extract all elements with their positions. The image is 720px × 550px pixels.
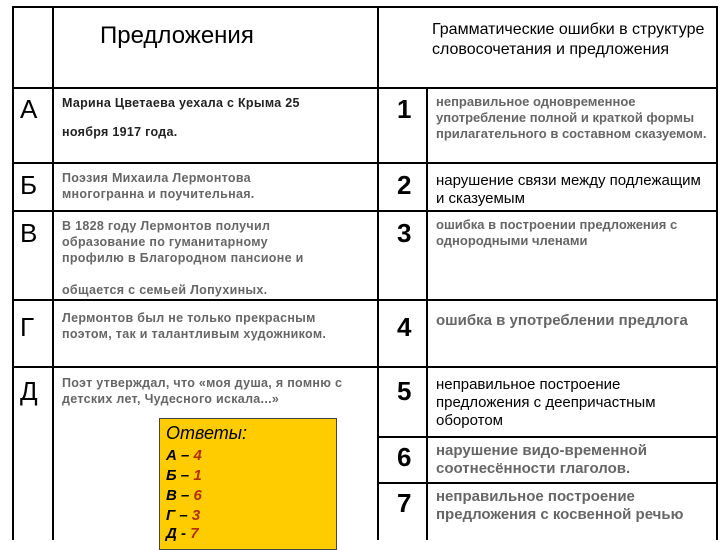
table-border-top — [12, 6, 718, 8]
row-letter: Б — [20, 170, 38, 200]
error-number: 5 — [397, 376, 412, 406]
row-letter: В — [20, 218, 38, 248]
header-sentences: Предложения — [100, 22, 254, 49]
error-text: ошибка в построении предложения с однородными членами — [436, 217, 678, 248]
error-text: нарушение видо-временной соотнесённости глаголов. — [436, 442, 647, 477]
header-errors: Грамматические ошибки в структуре словосочетания и предложения — [432, 21, 705, 58]
sentence-v-cont: общается с семьей Лопухиных. — [62, 283, 268, 297]
error-text: ошибка в употреблении предлога — [436, 312, 688, 329]
sentence-g: Лермонтов был не только прекрасным поэтом, так и талантливым художником. — [62, 311, 327, 341]
row-divider — [12, 210, 718, 212]
error-text: неправильное построение предложения с косвенной речью — [436, 488, 684, 523]
error-number: 2 — [397, 170, 412, 200]
answers-title: Ответы: — [166, 423, 248, 443]
answer-line: Г – 3 — [166, 507, 201, 524]
answer-line: А – 4 — [166, 447, 202, 464]
row-divider — [12, 299, 718, 301]
sentence-a-cont: ноября 1917 года. — [62, 125, 178, 139]
error-text: нарушение связи между подлежащим и сказуемым — [436, 172, 701, 207]
error-number: 3 — [397, 218, 412, 248]
sentence-a: Марина Цветаева уехала с Крыма 25 — [62, 96, 300, 110]
answers-box — [159, 418, 337, 550]
error-number: 1 — [397, 94, 412, 124]
error-text: неправильное построение предложения с деепричастным оборотом — [436, 376, 656, 429]
error-number: 7 — [397, 488, 412, 518]
answer-line: В – 6 — [166, 487, 202, 504]
answer-line: Д - 7 — [166, 525, 199, 542]
row-divider — [377, 482, 718, 484]
sentence-v: В 1828 году Лермонтов получил образование по гуманитарному профилю в Благородном пансионе и — [62, 219, 304, 265]
answer-line: Б – 1 — [166, 467, 202, 484]
row-divider — [12, 366, 718, 368]
error-text: неправильное одновременное употребление полной и краткой формы прилагательного в составном сказуемом. — [436, 94, 707, 141]
column-divider-number — [426, 88, 428, 540]
row-divider — [12, 87, 718, 89]
sentence-b: Поэзия Михаила Лермонтова многогранна и поучительная. — [62, 171, 255, 201]
sentence-d: Поэт утверждал, что «моя душа, я помню с детских лет, Чудесного искала...» — [62, 376, 343, 406]
row-letter: Д — [20, 376, 38, 406]
row-letter: А — [20, 94, 38, 124]
row-letter: Г — [20, 312, 35, 342]
row-divider — [12, 162, 718, 164]
row-divider — [377, 436, 718, 438]
error-number: 4 — [397, 312, 412, 342]
error-number: 6 — [397, 442, 412, 472]
row-divider — [12, 299, 52, 301]
